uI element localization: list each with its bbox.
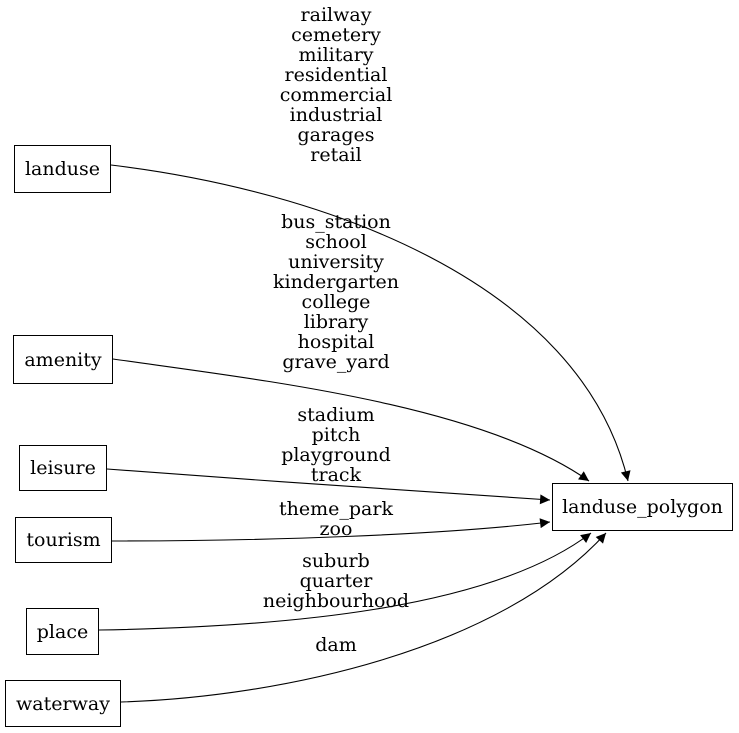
edge-labels-leisure bbox=[226, 405, 446, 485]
edge-labels-waterway bbox=[226, 635, 446, 655]
node-landuse-label: landuse bbox=[24, 158, 101, 180]
edge-label: theme_park bbox=[279, 498, 393, 520]
node-leisure bbox=[19, 445, 107, 491]
node-landuse_polygon-label: landuse_polygon bbox=[562, 496, 723, 518]
edge-label: military bbox=[298, 44, 374, 66]
node-amenity bbox=[13, 335, 113, 384]
edge-label: library bbox=[303, 311, 369, 333]
node-tourism bbox=[15, 517, 112, 563]
edge-labels-landuse bbox=[226, 5, 446, 165]
edge-label: garages bbox=[297, 124, 375, 146]
node-waterway bbox=[5, 680, 121, 727]
edge-label: residential bbox=[284, 64, 388, 86]
node-landuse bbox=[14, 145, 111, 193]
node-amenity-label: amenity bbox=[24, 348, 102, 371]
edge-label: college bbox=[301, 291, 371, 313]
edge-label: dam bbox=[315, 634, 357, 656]
edge-label: bus_station bbox=[281, 211, 391, 233]
edge-labels-place bbox=[226, 551, 446, 611]
node-waterway-label: waterway bbox=[16, 692, 110, 715]
edge-label: stadium bbox=[297, 404, 375, 426]
edge-label: commercial bbox=[279, 84, 393, 106]
edge-labels-tourism bbox=[226, 499, 446, 539]
edge-label: track bbox=[310, 464, 362, 486]
node-place-label: place bbox=[36, 620, 89, 643]
edge-label: grave_yard bbox=[282, 351, 390, 373]
node-tourism-label: tourism bbox=[26, 529, 101, 551]
edge-label: quarter bbox=[299, 570, 373, 592]
edge-label: zoo bbox=[319, 518, 353, 540]
node-landuse_polygon bbox=[552, 483, 733, 531]
edge-label: kindergarten bbox=[272, 271, 399, 293]
node-leisure-label: leisure bbox=[30, 457, 96, 479]
edge-label: hospital bbox=[297, 331, 375, 353]
edge-label: pitch bbox=[311, 424, 361, 446]
edge-label: neighbourhood bbox=[262, 590, 410, 612]
edge-label: industrial bbox=[289, 104, 383, 126]
edge-label: suburb bbox=[302, 550, 370, 572]
edge-label: school bbox=[305, 231, 367, 253]
node-place bbox=[26, 608, 99, 655]
edge-labels-amenity bbox=[226, 212, 446, 372]
edge-label: playground bbox=[281, 444, 391, 466]
edge-label: railway bbox=[300, 4, 372, 26]
edge-label: cemetery bbox=[291, 24, 381, 46]
edge-label: university bbox=[288, 251, 384, 273]
edge-label: retail bbox=[310, 144, 362, 166]
